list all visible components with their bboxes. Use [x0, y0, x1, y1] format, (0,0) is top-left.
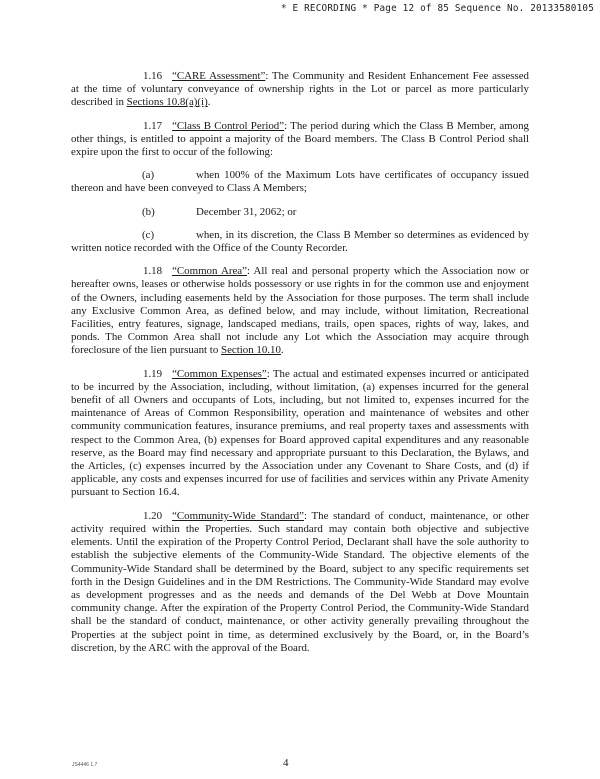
- recording-header: * E RECORDING * Page 12 of 85 Sequence No. 20133580105: [280, 3, 594, 14]
- subsection-label: (b): [142, 205, 155, 218]
- footer-doc-code: JS4446 1.7: [72, 762, 98, 768]
- section-text: : All real and personal property which the Association now or hereafter owns, leases or otherwise holds possessory or use rights in for the common use and enjoyment of the Owners, including easements held by the Association for those purposes. The term shall include any Exclusive Common Area, as defined below, and may include, without limitation, Recreational Facilities, entry features, signage, landscaped medians, trails, open spaces, rights of way, lakes, and ponds. The Common Area shall not include any Lot which the Association may acquire through foreclosure of the lien pursuant to: [71, 265, 529, 357]
- subsection-c: [71, 229, 529, 255]
- section-number: 1.17: [143, 119, 163, 132]
- section-number: 1.18: [143, 265, 163, 278]
- section-text: : The standard of conduct, maintenance, or other activity required within the Properties. Such standard may contain both objective and subjective elements. Until the expiration of the Property Control Period, Declarant shall have the sole authority to establish the subjective elements of the Community-Wide Standard. The objective elements of the Community-Wide Standard shall be determined by the Board, subject to any specific requirements set forth in the Design Guidelines and in the DM Restrictions. The Community-Wide Standard may evolve as development progresses and as the needs and demands of the Del Webb at Dove Mountain community change. After the expiration of the Property Control Period, the Community-Wide Standard shall be the standard of conduct, maintenance, or other activity generally prevailing throughout the Properties at the subject point in time, as determined exclusively by the Board, or, in the Board’s discretion, by the ARC with the approval of the Board.: [71, 509, 529, 654]
- section-1-17: [71, 120, 529, 160]
- section-text: : The actual and estimated expenses incurred or anticipated to be incurred by the Association, including, without limitation, (a) expenses incurred for the general benefit of all Owners and occupants of Lots, including, but not limited to, expenses incurred for the maintenance of Areas of Common Responsibility, operation and maintenance of websites and other community communication features, insurance premiums, and real property taxes and assessments with respect to the Common Area, (b) expenses for Board approved capital expenditures and any reasonable reserve, as the Board may find necessary and appropriate pursuant to this Declaration, the Bylaws, and the Articles, (c) expenses incurred by the Association under any Covenant to Share Costs, and (d) if applicable, any costs and expenses incurred for use of facilities and services within any Private Amenity pursuant to Section 16.4.: [71, 367, 529, 499]
- defined-term: “CARE Assessment”: [172, 70, 266, 82]
- section-number: 1.19: [143, 367, 163, 380]
- subsection-text: when 100% of the Maximum Lots have certificates of occupancy issued thereon and have been conveyed to Class A Members;: [71, 169, 529, 195]
- subsection-label: (a): [142, 169, 155, 182]
- section-text: : The period during which the Class B Member, among other things, is entitled to appoint a majority of the Board members. The Class B Control Period shall expire upon the first to occur of the following:: [71, 119, 529, 159]
- defined-term: “Community-Wide Standard”: [172, 509, 304, 522]
- section-1-20: [71, 510, 529, 655]
- section-1-18: [71, 265, 529, 357]
- section-reference: Section 10.10: [221, 344, 281, 357]
- subsection-a: [71, 169, 529, 195]
- section-text: : The Community and Resident Enhancement Fee assessed at the time of voluntary conveyance of ownership rights in the Lot or parcel as more particularly described in: [71, 70, 529, 109]
- defined-term: “Class B Control Period”: [172, 119, 285, 132]
- subsection-text: December 31, 2062; or: [196, 205, 297, 218]
- section-1-19: [71, 368, 529, 500]
- subsection-label: (c): [142, 228, 155, 241]
- section-reference: Sections 10.8(a)(i): [126, 96, 208, 109]
- section-text-end: .: [207, 96, 211, 109]
- defined-term: “Common Expenses”: [172, 367, 267, 380]
- page-number: 4: [283, 757, 289, 769]
- section-text-end: .: [280, 344, 284, 357]
- document-body: [71, 70, 529, 665]
- section-number: 1.16: [143, 70, 163, 82]
- subsection-b: [71, 206, 529, 219]
- defined-term: “Common Area”: [172, 265, 247, 278]
- subsection-text: when, in its discretion, the Class B Member so determines as evidenced by written notice recorded with the Office of the County Recorder.: [71, 228, 529, 255]
- section-1-16: [71, 70, 529, 110]
- section-number: 1.20: [143, 509, 163, 522]
